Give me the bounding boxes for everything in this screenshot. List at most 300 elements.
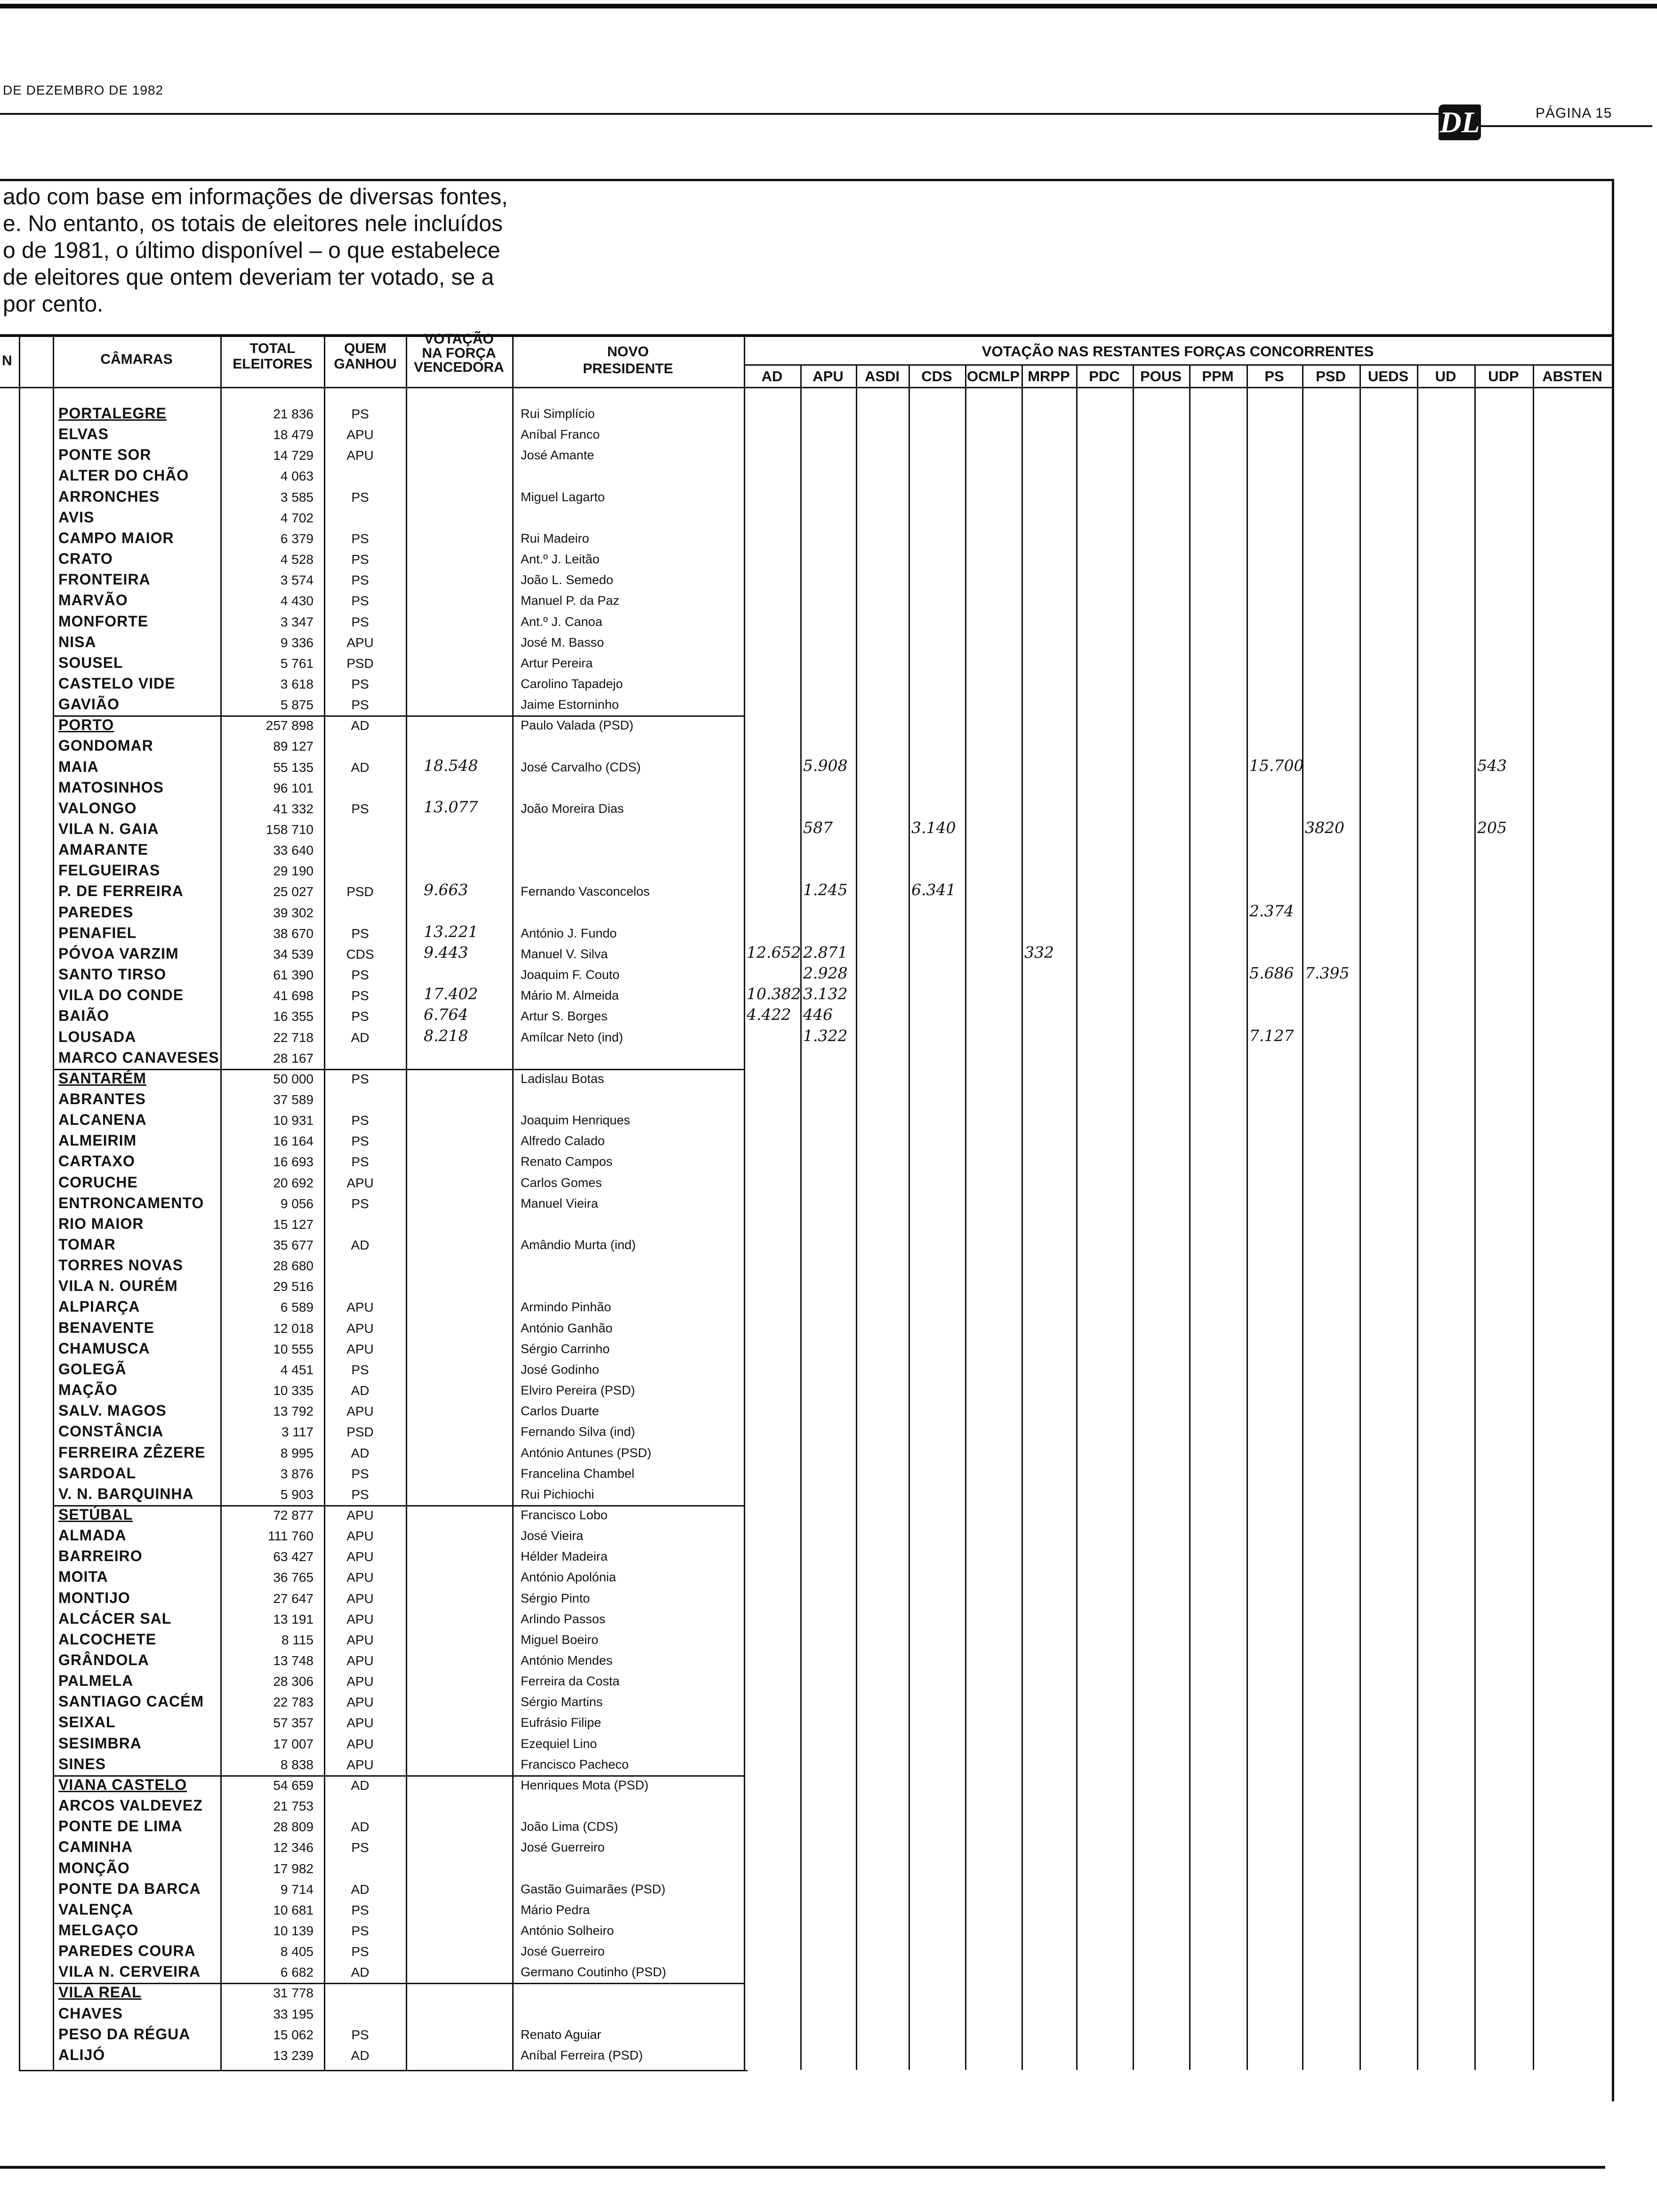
camara-name: VALENÇA bbox=[58, 1900, 134, 1918]
camara-name: FRONTEIRA bbox=[58, 571, 151, 588]
quem-ganhou: APU bbox=[346, 1529, 374, 1544]
camara-name: CHAMUSCA bbox=[58, 1339, 150, 1357]
party-column-rule bbox=[1533, 365, 1534, 2070]
camara-name: MATOSINHOS bbox=[58, 778, 164, 796]
total-eleitores: 8 405 bbox=[280, 1944, 314, 1959]
novo-presidente: Sérgio Pinto bbox=[521, 1591, 590, 1605]
quem-ganhou: AD bbox=[351, 1965, 370, 1980]
quem-ganhou: PS bbox=[351, 1009, 369, 1024]
novo-presidente: José Guerreiro bbox=[521, 1944, 605, 1959]
total-eleitores: 55 135 bbox=[273, 760, 314, 775]
party-header-ad: AD bbox=[761, 368, 783, 385]
party-column-rule bbox=[1359, 365, 1361, 2070]
quem-ganhou: PS bbox=[351, 1902, 369, 1917]
party-header-ppm: PPM bbox=[1202, 368, 1234, 385]
total-eleitores: 257 898 bbox=[265, 718, 314, 733]
party-column-rule bbox=[1302, 365, 1303, 2070]
camara-name: PONTE DE LIMA bbox=[58, 1818, 183, 1835]
party-header-mrpp: MRPP bbox=[1028, 368, 1070, 385]
total-eleitores: 13 748 bbox=[273, 1653, 314, 1668]
novo-presidente: Manuel P. da Paz bbox=[521, 593, 619, 608]
total-eleitores: 29 190 bbox=[273, 864, 314, 879]
votacao-vencedora-handwritten: 13.077 bbox=[424, 797, 478, 816]
total-eleitores: 8 995 bbox=[280, 1445, 314, 1460]
novo-presidente: Francisco Lobo bbox=[521, 1507, 608, 1522]
camara-name: ELVAS bbox=[58, 425, 109, 443]
camara-name: ALMADA bbox=[58, 1527, 127, 1544]
novo-presidente: António J. Fundo bbox=[521, 926, 617, 940]
novo-presidente: João Lima (CDS) bbox=[521, 1819, 619, 1834]
quem-ganhou: PS bbox=[351, 1196, 369, 1211]
total-eleitores: 57 357 bbox=[273, 1715, 314, 1731]
header-rule bbox=[744, 364, 1612, 366]
quem-ganhou: PS bbox=[351, 988, 369, 1003]
quem-ganhou: APU bbox=[346, 1549, 374, 1564]
total-eleitores: 38 670 bbox=[273, 926, 314, 941]
quem-ganhou: APU bbox=[346, 635, 374, 650]
votacao-header-line: VOTAÇÃO bbox=[424, 331, 494, 347]
quem-ganhou: PS bbox=[351, 1362, 369, 1377]
quem-ganhou: APU bbox=[346, 427, 374, 442]
camara-name: PÓVOA VARZIM bbox=[58, 945, 179, 962]
camara-name: MONÇÃO bbox=[58, 1859, 130, 1876]
camara-name: SINES bbox=[58, 1755, 106, 1772]
party-vote-handwritten-ad: 4.422 bbox=[747, 1005, 791, 1024]
quem-ganhou: APU bbox=[346, 1570, 374, 1585]
party-vote-handwritten-apu: 1.322 bbox=[803, 1026, 848, 1045]
party-header-ueds: UEDS bbox=[1367, 368, 1409, 385]
total-eleitores: 31 778 bbox=[273, 1986, 314, 2001]
novo-presidente: António Mendes bbox=[521, 1653, 613, 1667]
total-eleitores: 15 062 bbox=[273, 2027, 314, 2042]
votacao-header-line: NA FORÇA bbox=[422, 345, 496, 361]
total-eleitores: 10 139 bbox=[273, 1923, 314, 1938]
total-eleitores: 36 765 bbox=[273, 1570, 314, 1585]
novo-presidente: Artur S. Borges bbox=[521, 1009, 608, 1024]
total-eleitores: 3 347 bbox=[280, 614, 314, 629]
camara-name: ENTRONCAMENTO bbox=[58, 1194, 204, 1211]
novo-presidente: Ezequiel Lino bbox=[521, 1736, 597, 1751]
votacao-vencedora-handwritten: 9.663 bbox=[424, 881, 468, 899]
party-column-rule bbox=[1076, 365, 1078, 2070]
camara-name: SARDOAL bbox=[58, 1464, 137, 1482]
total-eleitores: 63 427 bbox=[273, 1549, 314, 1564]
total-eleitores: 10 555 bbox=[273, 1341, 314, 1356]
novo-presidente: Ferreira da Costa bbox=[521, 1674, 620, 1689]
quem-ganhou: APU bbox=[346, 1341, 374, 1356]
quem-ganhou: APU bbox=[346, 1611, 374, 1627]
intro-line: por cento. bbox=[3, 292, 104, 317]
total-header-line: ELEITORES bbox=[233, 356, 313, 372]
quem-ganhou: AD bbox=[351, 1383, 370, 1398]
quem-ganhou: PS bbox=[351, 697, 369, 713]
party-vote-handwritten-ps: 5.686 bbox=[1249, 964, 1294, 983]
camara-name: VILA N. OURÉM bbox=[58, 1277, 178, 1295]
district-separator bbox=[53, 1983, 744, 1984]
total-eleitores: 9 336 bbox=[280, 635, 314, 650]
total-eleitores: 16 693 bbox=[273, 1154, 314, 1170]
page-number: PÁGINA 15 bbox=[1536, 105, 1612, 121]
quem-ganhou: AD bbox=[351, 718, 370, 733]
party-vote-handwritten-psd: 3820 bbox=[1305, 818, 1344, 837]
intro-line: de eleitores que ontem deveriam ter votado, se a bbox=[3, 265, 494, 290]
total-eleitores: 6 379 bbox=[280, 531, 314, 546]
party-header-cds: CDS bbox=[921, 368, 952, 385]
quem-ganhou: PS bbox=[351, 1071, 369, 1086]
total-eleitores: 41 332 bbox=[273, 801, 314, 816]
camara-name: CASTELO VIDE bbox=[58, 674, 176, 692]
quem-ganhou: AD bbox=[351, 1445, 370, 1460]
camara-name: ALCANENA bbox=[58, 1111, 147, 1129]
camara-name: ARRONCHES bbox=[58, 488, 160, 505]
camara-name: PALMELA bbox=[58, 1672, 134, 1690]
party-header-pdc: PDC bbox=[1089, 368, 1120, 385]
quem-ganhou: APU bbox=[346, 1715, 374, 1731]
camara-name: MOITA bbox=[58, 1568, 108, 1586]
camara-name: ALTER DO CHÃO bbox=[58, 467, 189, 484]
party-header-ocmlp: OCMLP bbox=[967, 368, 1020, 385]
novo-presidente: Aníbal Franco bbox=[521, 427, 600, 442]
bottom-rule bbox=[0, 2166, 1605, 2169]
party-column-rule bbox=[1474, 365, 1476, 2070]
party-column-rule bbox=[800, 365, 802, 2070]
camara-name: ALCÁCER SAL bbox=[58, 1610, 172, 1627]
camara-name: BAIÃO bbox=[58, 1007, 110, 1025]
total-eleitores: 33 640 bbox=[273, 843, 314, 858]
novo-presidente: Francisco Pacheco bbox=[521, 1757, 629, 1771]
camara-name: TOMAR bbox=[58, 1236, 116, 1253]
votacao-vencedora-handwritten: 6.764 bbox=[424, 1005, 468, 1024]
novo-presidente: Arlindo Passos bbox=[521, 1611, 606, 1626]
novo-presidente: João Moreira Dias bbox=[521, 801, 624, 816]
camara-name: GONDOMAR bbox=[58, 737, 153, 754]
novo-presidente: Fernando Silva (ind) bbox=[521, 1425, 635, 1439]
novo-presidente: Miguel Boeiro bbox=[521, 1632, 599, 1647]
quem-header-line: GANHOU bbox=[334, 356, 397, 372]
total-eleitores: 34 539 bbox=[273, 946, 314, 962]
novo-header-line: PRESIDENTE bbox=[583, 361, 673, 377]
votacao-vencedora-handwritten: 13.221 bbox=[424, 922, 478, 941]
novo-presidente: Mário M. Almeida bbox=[521, 988, 619, 1003]
quem-ganhou: AD bbox=[351, 760, 370, 775]
quem-ganhou: PS bbox=[351, 676, 369, 691]
camara-name: CONSTÂNCIA bbox=[58, 1423, 164, 1440]
total-eleitores: 10 681 bbox=[273, 1902, 314, 1917]
quem-header-line: QUEM bbox=[344, 341, 386, 356]
camara-name: CORUCHE bbox=[58, 1173, 138, 1191]
camara-name: ALMEIRIM bbox=[58, 1132, 137, 1149]
camara-name: SETÚBAL bbox=[58, 1506, 133, 1523]
total-eleitores: 29 516 bbox=[273, 1279, 314, 1294]
party-column-rule bbox=[856, 365, 857, 2070]
total-eleitores: 35 677 bbox=[273, 1238, 314, 1252]
quem-ganhou: APU bbox=[346, 1321, 374, 1336]
total-eleitores: 5 875 bbox=[280, 697, 314, 713]
party-vote-handwritten-apu: 3.132 bbox=[803, 985, 848, 1003]
camara-name: MONTIJO bbox=[58, 1589, 130, 1606]
table-bottom-rule bbox=[19, 2070, 748, 2071]
quem-ganhou: PS bbox=[351, 573, 369, 588]
total-eleitores: 4 063 bbox=[280, 469, 314, 484]
total-eleitores: 89 127 bbox=[273, 739, 314, 754]
novo-presidente: Carlos Gomes bbox=[521, 1175, 602, 1190]
party-column-rule bbox=[1189, 365, 1190, 2070]
total-eleitores: 16 164 bbox=[273, 1134, 314, 1149]
total-eleitores: 21 753 bbox=[273, 1799, 314, 1814]
total-header bbox=[221, 341, 324, 372]
table-top-rule bbox=[0, 334, 1612, 337]
camara-name: SANTO TIRSO bbox=[58, 966, 167, 983]
camara-name: ARCOS VALDEVEZ bbox=[58, 1797, 203, 1814]
total-eleitores: 22 783 bbox=[273, 1695, 314, 1710]
quem-ganhou: APU bbox=[346, 1507, 374, 1523]
votacao-vencedora-handwritten: 8.218 bbox=[424, 1026, 468, 1045]
total-eleitores: 28 167 bbox=[273, 1050, 314, 1066]
camara-name: MONFORTE bbox=[58, 612, 149, 630]
total-eleitores: 5 761 bbox=[280, 656, 314, 671]
votacao-vencedora-handwritten: 9.443 bbox=[424, 943, 468, 962]
party-header-udp: UDP bbox=[1488, 368, 1519, 385]
party-column-rule bbox=[965, 365, 966, 2070]
total-eleitores: 17 007 bbox=[273, 1736, 314, 1751]
party-vote-handwritten-cds: 3.140 bbox=[911, 818, 956, 837]
camara-name: VILA N. CERVEIRA bbox=[58, 1963, 201, 1980]
quem-ganhou: APU bbox=[346, 1591, 374, 1606]
novo-presidente: Ant.º J. Leitão bbox=[521, 552, 600, 567]
total-eleitores: 4 451 bbox=[280, 1362, 314, 1377]
intro-line: o de 1981, o último disponível – o que estabelece bbox=[3, 238, 500, 263]
camara-name: P. DE FERREIRA bbox=[58, 882, 184, 900]
party-column-rule bbox=[909, 365, 910, 2070]
total-eleitores: 28 680 bbox=[273, 1258, 314, 1274]
camara-name: PESO DA RÉGUA bbox=[58, 2025, 191, 2043]
total-eleitores: 111 760 bbox=[267, 1529, 314, 1544]
quem-ganhou: PS bbox=[351, 1154, 369, 1170]
total-header-line: TOTAL bbox=[249, 341, 296, 356]
party-vote-handwritten-apu: 5.908 bbox=[803, 756, 848, 775]
column-rule bbox=[406, 335, 407, 2070]
quem-ganhou: AD bbox=[351, 1778, 370, 1793]
novo-presidente: Paulo Valada (PSD) bbox=[521, 718, 634, 733]
newspaper-logo-icon: DL bbox=[1439, 104, 1481, 140]
party-header-pous: POUS bbox=[1140, 368, 1182, 385]
quem-header bbox=[325, 341, 406, 372]
novo-presidente: Armindo Pinhão bbox=[521, 1300, 611, 1314]
camara-name: CAMPO MAIOR bbox=[58, 529, 174, 546]
novo-presidente: Manuel Vieira bbox=[521, 1196, 598, 1210]
total-eleitores: 3 618 bbox=[280, 676, 314, 691]
novo-presidente: Mário Pedra bbox=[521, 1902, 590, 1917]
column-rule bbox=[744, 335, 745, 2070]
quem-ganhou: PS bbox=[351, 1923, 369, 1938]
novo-presidente: Carolino Tapadejo bbox=[521, 676, 623, 691]
quem-ganhou: PS bbox=[351, 1466, 369, 1481]
party-vote-handwritten-udp: 543 bbox=[1477, 756, 1507, 775]
novo-presidente: Rui Pichiochi bbox=[521, 1487, 595, 1501]
camara-name: SEIXAL bbox=[58, 1714, 116, 1731]
camaras-header: CÂMARAS bbox=[100, 352, 173, 367]
novo-presidente: António Apolónia bbox=[521, 1570, 616, 1585]
party-vote-handwritten-ad: 12.652 bbox=[747, 943, 801, 962]
camara-name: SESIMBRA bbox=[58, 1734, 142, 1752]
column-rule bbox=[19, 335, 20, 2070]
novo-presidente: José Vieira bbox=[521, 1529, 584, 1543]
total-eleitores: 54 659 bbox=[273, 1778, 314, 1793]
camara-name: MAIA bbox=[58, 758, 99, 775]
camara-name: VILA DO CONDE bbox=[58, 986, 184, 1004]
camara-name: ALCOCHETE bbox=[58, 1630, 157, 1648]
total-eleitores: 3 117 bbox=[282, 1425, 314, 1440]
quem-ganhou: PS bbox=[351, 2027, 369, 2042]
quem-ganhou: APU bbox=[346, 1757, 374, 1772]
total-eleitores: 27 647 bbox=[273, 1591, 314, 1606]
quem-ganhou: PS bbox=[351, 801, 369, 816]
camara-name: MELGAÇO bbox=[58, 1921, 139, 1939]
total-eleitores: 3 585 bbox=[280, 489, 314, 505]
total-eleitores: 25 027 bbox=[273, 884, 314, 899]
novo-presidente: Fernando Vasconcelos bbox=[521, 884, 650, 899]
novo-presidente: José M. Basso bbox=[521, 635, 604, 649]
district-separator bbox=[53, 1069, 744, 1070]
quem-ganhou: PS bbox=[351, 1840, 369, 1855]
party-header-ps: PS bbox=[1264, 368, 1284, 385]
camara-name: GAVIÃO bbox=[58, 696, 120, 713]
votacao-header bbox=[407, 332, 511, 375]
party-header-absten: ABSTEN bbox=[1542, 368, 1602, 385]
novo-presidente: Ladislau Botas bbox=[521, 1071, 604, 1086]
quem-ganhou: PS bbox=[351, 968, 369, 983]
total-eleitores: 14 729 bbox=[273, 448, 314, 463]
novo-presidente: Sérgio Carrinho bbox=[521, 1341, 610, 1356]
novo-presidente: Henriques Mota (PSD) bbox=[521, 1778, 649, 1792]
quem-ganhou: AD bbox=[351, 2048, 370, 2063]
novo-presidente: Joaquim F. Couto bbox=[521, 968, 620, 982]
total-eleitores: 10 335 bbox=[273, 1383, 314, 1398]
camara-name: PORTO bbox=[58, 716, 114, 734]
quem-ganhou: PS bbox=[351, 1134, 369, 1149]
quem-ganhou: AD bbox=[351, 1819, 370, 1835]
total-eleitores: 12 346 bbox=[273, 1840, 314, 1855]
camara-name: SOUSEL bbox=[58, 654, 123, 671]
total-eleitores: 8 115 bbox=[282, 1632, 314, 1647]
votacao-vencedora-handwritten: 18.548 bbox=[424, 756, 478, 775]
camara-name: VIANA CASTELO bbox=[58, 1776, 187, 1793]
party-header-psd: PSD bbox=[1316, 368, 1346, 385]
novo-presidente: Artur Pereira bbox=[521, 656, 593, 670]
camara-name: PAREDES COURA bbox=[58, 1942, 196, 1960]
novo-presidente: Amândio Murta (ind) bbox=[521, 1238, 636, 1252]
total-eleitores: 17 982 bbox=[273, 1861, 314, 1876]
camara-name: ABRANTES bbox=[58, 1090, 146, 1107]
novo-presidente: Miguel Lagarto bbox=[521, 489, 605, 504]
quem-ganhou: APU bbox=[346, 448, 374, 463]
quem-ganhou: PS bbox=[351, 926, 369, 941]
total-eleitores: 4 430 bbox=[280, 593, 314, 609]
camara-name: CARTAXO bbox=[58, 1153, 135, 1170]
camara-name: SANTIAGO CACÉM bbox=[58, 1693, 204, 1710]
party-header-apu: APU bbox=[812, 368, 844, 385]
column-rule bbox=[53, 335, 54, 2070]
party-vote-handwritten-psd: 7.395 bbox=[1305, 964, 1350, 983]
quem-ganhou: APU bbox=[346, 1736, 374, 1751]
camara-name: PENAFIEL bbox=[58, 924, 137, 941]
novo-presidente: Rui Madeiro bbox=[521, 531, 589, 545]
party-header-asdi: ASDI bbox=[864, 368, 900, 385]
quem-ganhou: APU bbox=[346, 1653, 374, 1668]
novo-presidente: Carlos Duarte bbox=[521, 1404, 599, 1419]
novo-presidente: Francelina Chambel bbox=[521, 1466, 635, 1481]
novo-presidente: Gastão Guimarães (PSD) bbox=[521, 1882, 666, 1896]
quem-ganhou: PS bbox=[351, 489, 369, 505]
novo-presidente-header bbox=[513, 344, 743, 377]
camara-name: RIO MAIOR bbox=[58, 1215, 144, 1232]
quem-ganhou: PSD bbox=[346, 1425, 374, 1440]
total-eleitores: 33 195 bbox=[273, 2006, 314, 2021]
camara-name: TORRES NOVAS bbox=[58, 1257, 184, 1274]
camara-name: ALIJÓ bbox=[58, 2046, 105, 2063]
total-eleitores: 9 714 bbox=[280, 1882, 314, 1897]
quem-ganhou: PS bbox=[351, 593, 369, 609]
total-eleitores: 6 682 bbox=[280, 1965, 314, 1980]
total-eleitores: 8 838 bbox=[280, 1757, 314, 1772]
novo-presidente: Rui Simplício bbox=[521, 407, 595, 421]
camara-name: MAÇÃO bbox=[58, 1381, 118, 1399]
total-eleitores: 37 589 bbox=[273, 1092, 314, 1107]
camara-name: CHAVES bbox=[58, 2004, 123, 2022]
total-eleitores: 21 836 bbox=[273, 407, 314, 421]
header-rule bbox=[53, 387, 1612, 388]
party-header-ud: UD bbox=[1435, 368, 1456, 385]
novo-presidente: Eufrásio Filipe bbox=[521, 1715, 602, 1730]
party-column-rule bbox=[1022, 365, 1023, 2070]
camara-name: GOLEGÃ bbox=[58, 1360, 127, 1378]
total-eleitores: 9 056 bbox=[280, 1196, 314, 1211]
intro-paragraph bbox=[3, 184, 662, 318]
votacao-header-line: VENCEDORA bbox=[414, 360, 504, 375]
camara-name: BENAVENTE bbox=[58, 1319, 154, 1336]
novo-presidente: Elviro Pereira (PSD) bbox=[521, 1383, 635, 1398]
novo-presidente: Germano Coutinho (PSD) bbox=[521, 1965, 667, 1980]
total-eleitores: 5 903 bbox=[280, 1487, 314, 1502]
top-border bbox=[0, 4, 1657, 8]
quem-ganhou: PS bbox=[351, 552, 369, 567]
novo-presidente: Sérgio Martins bbox=[521, 1695, 603, 1709]
total-eleitores: 72 877 bbox=[273, 1507, 314, 1523]
intro-line: ado com base em informações de diversas fontes, bbox=[3, 184, 508, 209]
quem-ganhou: PSD bbox=[346, 884, 374, 899]
party-vote-handwritten-udp: 205 bbox=[1477, 818, 1507, 837]
camara-name: PONTE SOR bbox=[58, 446, 152, 464]
camara-name: VILA REAL bbox=[58, 1984, 142, 2001]
quem-ganhou: AD bbox=[351, 1030, 370, 1045]
novo-presidente: José Guerreiro bbox=[521, 1840, 605, 1855]
header-rule bbox=[0, 113, 1440, 115]
novo-presidente: Jaime Estorninho bbox=[521, 697, 619, 712]
total-eleitores: 3 876 bbox=[280, 1466, 314, 1481]
total-eleitores: 12 018 bbox=[273, 1321, 314, 1336]
quem-ganhou: APU bbox=[346, 1674, 374, 1689]
camara-name: VALONGO bbox=[58, 799, 137, 817]
total-eleitores: 39 302 bbox=[273, 905, 314, 920]
total-eleitores: 41 698 bbox=[273, 988, 314, 1003]
total-eleitores: 4 528 bbox=[280, 552, 314, 567]
edge-header: N bbox=[2, 353, 12, 369]
total-eleitores: 18 479 bbox=[273, 427, 314, 442]
column-rule bbox=[512, 335, 514, 2070]
novo-presidente: Alfredo Calado bbox=[521, 1134, 605, 1148]
quem-ganhou: PS bbox=[351, 614, 369, 629]
novo-presidente: José Amante bbox=[521, 448, 595, 463]
